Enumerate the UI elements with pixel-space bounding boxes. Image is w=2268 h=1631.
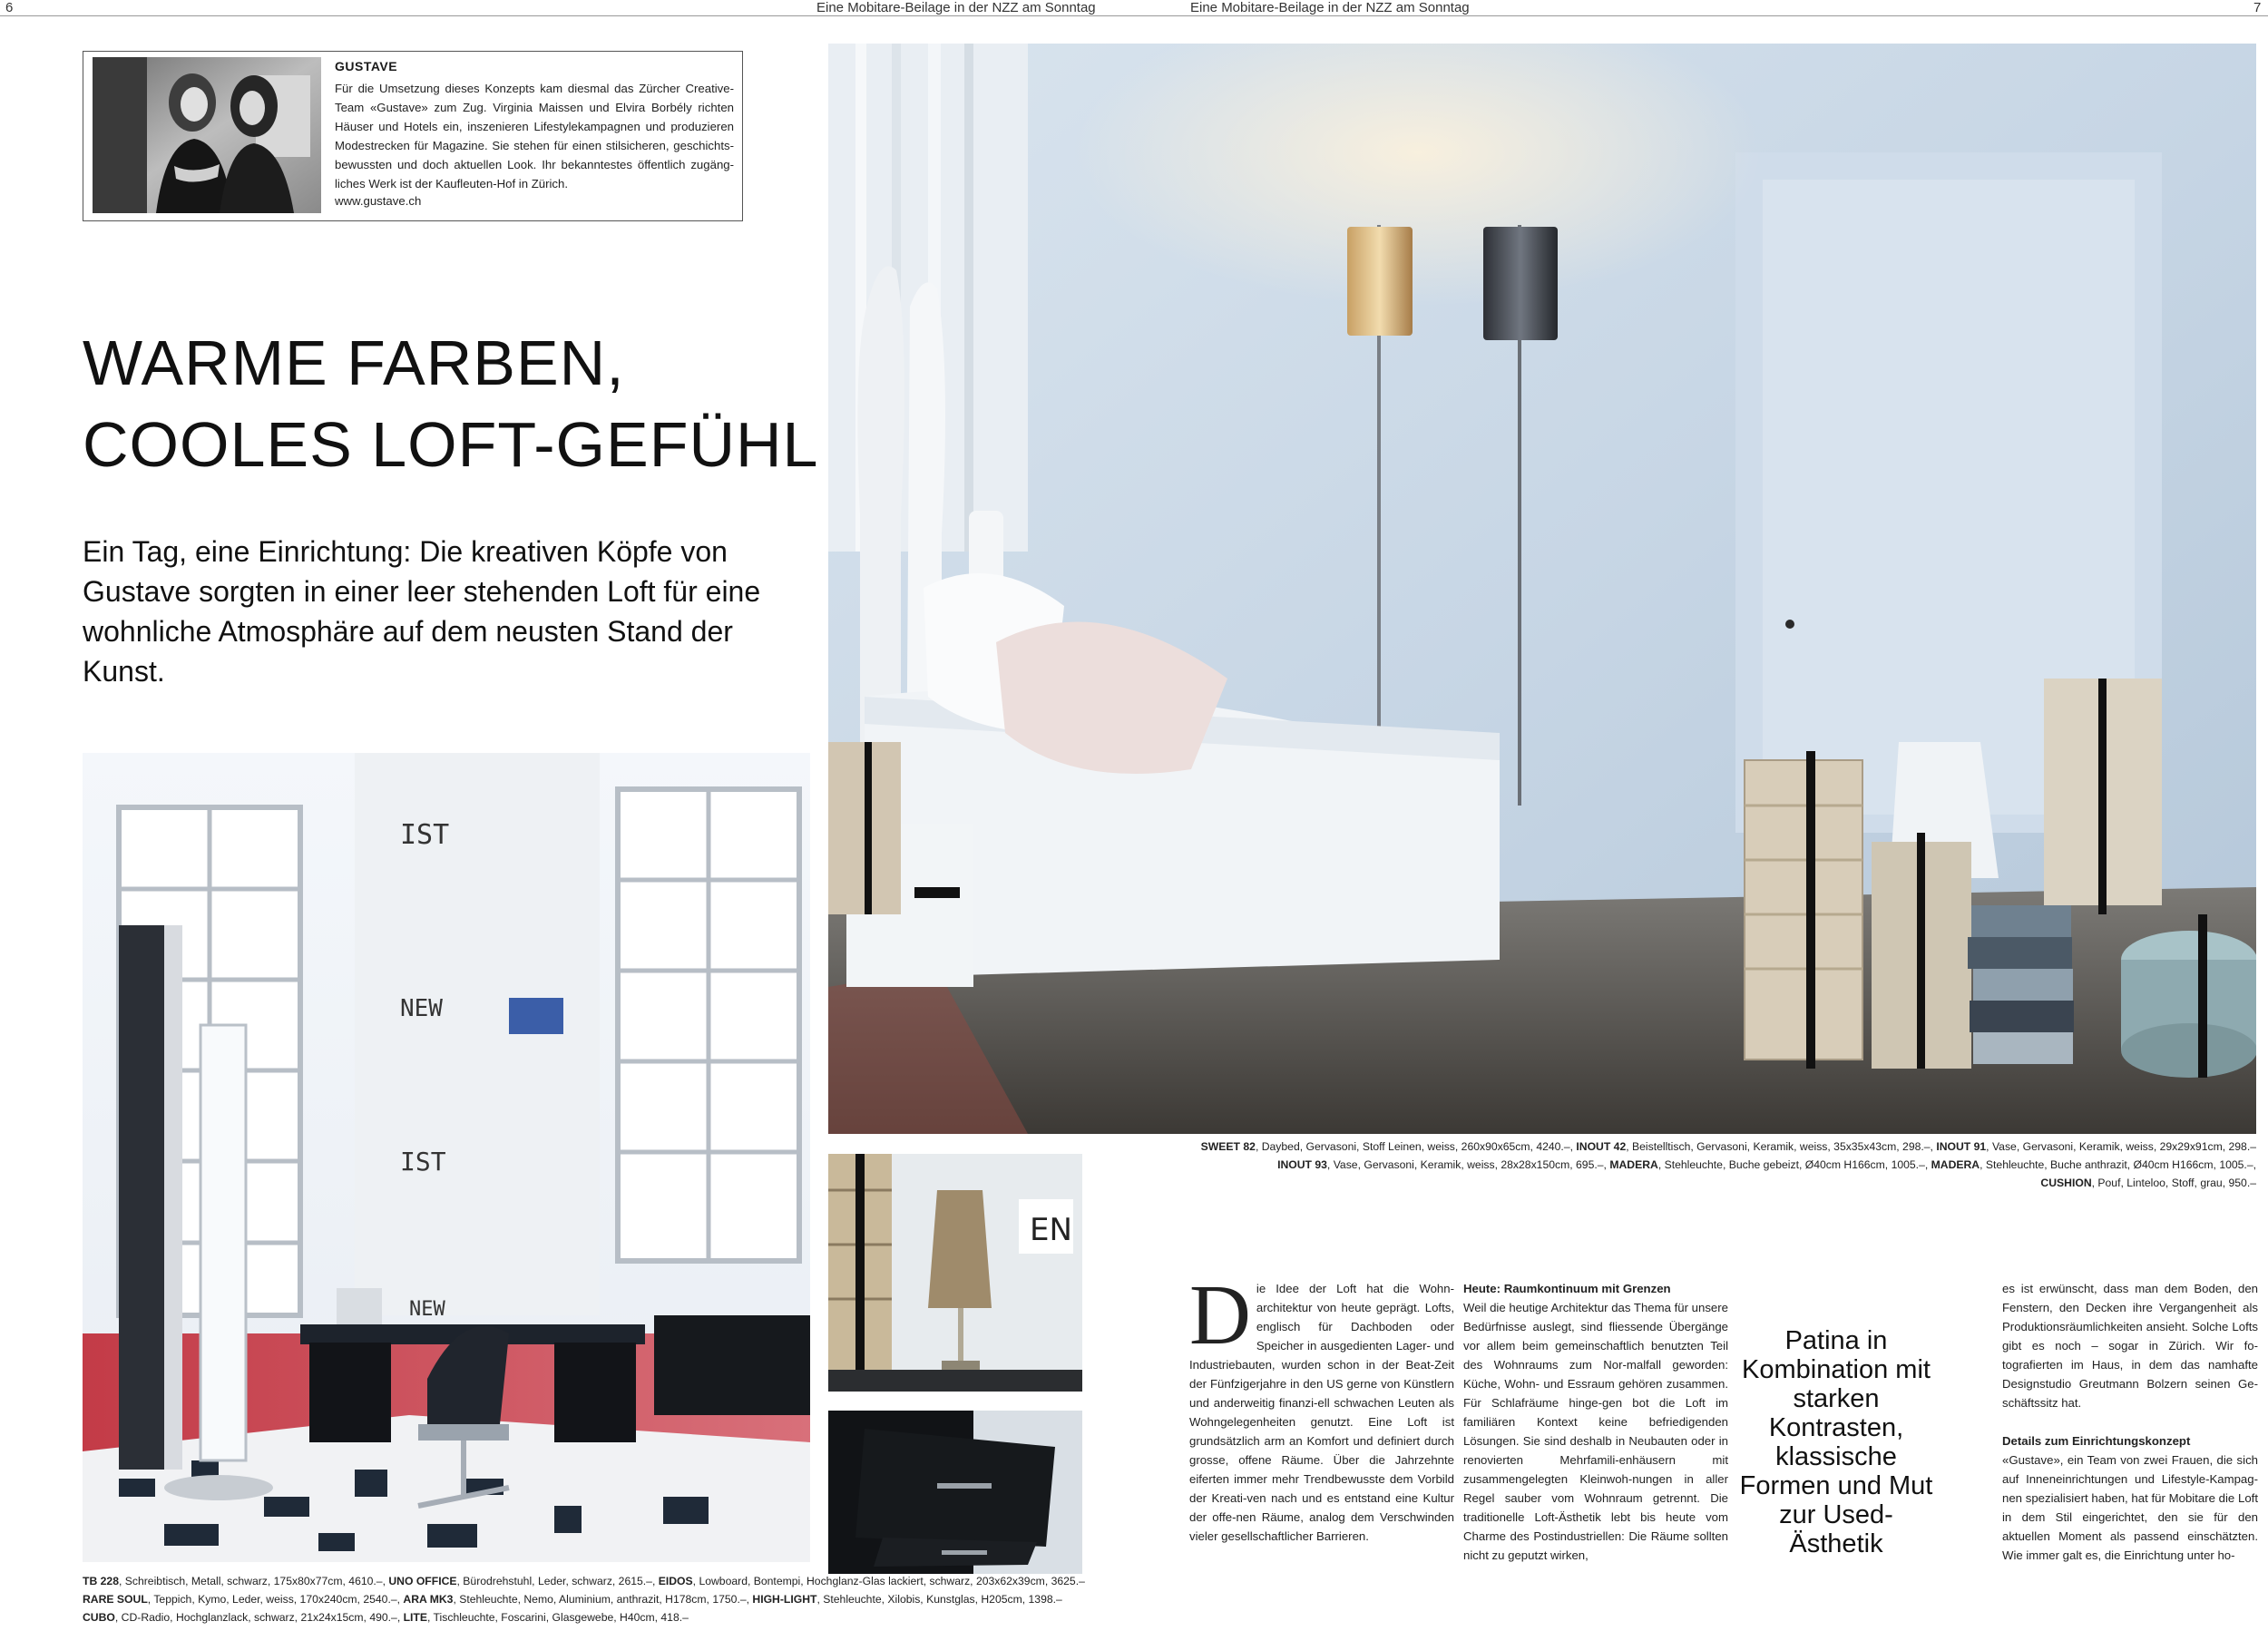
loft-office-photo	[83, 753, 810, 1562]
product-name: RARE SOUL	[83, 1593, 148, 1606]
page-number-right: 7	[2253, 0, 2262, 15]
svg-text:EN: EN	[1030, 1212, 1072, 1248]
product-details: , Vase, Gervasoni, Keramik, weiss, 29x29x91cm, 298.–	[1986, 1140, 2256, 1153]
product-details: , Stehleuchte, Xilobis, Kunstglas, H205cm, 1398.–	[816, 1593, 1062, 1606]
page-number-left: 6	[5, 0, 14, 15]
pull-quote: Patina in Kombination mit starken Kontrasten, klassische Formen und Mut zur Used-Ästhetik	[1739, 1326, 1933, 1558]
svg-text:IST: IST	[400, 819, 450, 851]
product-details: , Teppich, Kymo, Leder, weiss, 170x240cm, 2540.–,	[147, 1593, 404, 1606]
product-details: , Lowboard, Bontempi, Hochglanz-Glas lackiert, schwarz, 203x62x39cm, 3625.–	[692, 1575, 1085, 1587]
body-paragraph: Weil die heutige Architektur das Thema für unsere Bedürfnisse auslegt, sind fliessende Übergänge vor allem beim gemeinschaftlich benutzten Teil des Wohnraums zum Nor-malfall geworden: Küche, Wohn- und Essraum gehören zusammen. Für Schlafräume hinge-gen bot die Loft im familiären Kontext keine befriedigenden Lösungen. Sie sind deshalb in Neubauten oder in renovierten Mehrfamili-enhäusern mit zusammengelegten Kleinwoh-nungen in aller Regel sauber vom Wohnraum getrennt. Die traditionelle Loft-Ästhetik lebt bis heute vom Charme des Postindustriellen: Die Räume sollten nicht zu geputzt wirken,	[1463, 1301, 1728, 1562]
section-heading: Heute: Raumkontinuum mit Grenzen	[1463, 1282, 1671, 1295]
caption-line	[998, 1174, 2256, 1192]
page-title	[83, 322, 826, 485]
caption-line	[998, 1138, 2256, 1156]
office-photo-caption	[83, 1572, 1099, 1626]
product-name: UNO OFFICE	[388, 1575, 457, 1587]
product-details: , Bürodrehstuhl, Leder, schwarz, 2615.–,	[456, 1575, 659, 1587]
product-name: TB 228	[83, 1575, 119, 1587]
product-name: INOUT 93	[1277, 1158, 1327, 1171]
product-details: , Stehleuchte, Buche anthrazit, Ø40cm H166cm, 1005.–,	[1980, 1158, 2256, 1171]
gustave-info-box	[83, 51, 743, 221]
product-name: MADERA	[1931, 1158, 1980, 1171]
product-name: INOUT 42	[1576, 1140, 1627, 1153]
drawer-detail-photo	[828, 1411, 1082, 1574]
body-column-1	[1189, 1268, 1454, 1546]
product-name: CUSHION	[2040, 1177, 2092, 1189]
running-title-right: Eine Mobitare-Beilage in der NZZ am Sonntag	[1190, 0, 1470, 15]
svg-text:NEW: NEW	[400, 995, 443, 1022]
gustave-portrait-photo	[93, 57, 321, 213]
product-details: , Stehleuchte, Buche gebeizt, Ø40cm H166cm, 1005.–,	[1657, 1158, 1931, 1171]
product-name: EIDOS	[658, 1575, 693, 1587]
product-details: , Vase, Gervasoni, Keramik, weiss, 28x28x150cm, 695.–,	[1326, 1158, 1610, 1171]
running-title-left: Eine Mobitare-Beilage in der NZZ am Sonntag	[816, 0, 1096, 15]
product-details: , Schreibtisch, Metall, schwarz, 175x80x77cm, 4610.–,	[118, 1575, 389, 1587]
caption-line	[998, 1156, 2256, 1174]
page-title-line-1: WARME FARBEN,	[83, 327, 625, 398]
body-paragraph: es ist erwünscht, dass man dem Boden, den Fenstern, den Decken ihre Vergangenheit als Produktionsräumlichkeiten ansieht. Solche Lofts gibt es noch – sogar in Zürich. Wir fo-tografierten im Haus, in dem das namhafte Designstudio Greutmann Bolzern seinen Ge-schäftssitz hat.	[2002, 1282, 2258, 1410]
product-name: SWEET 82	[1200, 1140, 1256, 1153]
product-name: ARA MK3	[403, 1593, 454, 1606]
infobox-title: GUSTAVE	[335, 59, 398, 73]
product-details: , Beistelltisch, Gervasoni, Keramik, weiss, 35x35x43cm, 298.–,	[1626, 1140, 1937, 1153]
product-details: , Daybed, Gervasoni, Stoff Leinen, weiss, 260x90x65cm, 4240.–,	[1255, 1140, 1577, 1153]
product-name: INOUT 91	[1936, 1140, 1987, 1153]
infobox-url: www.gustave.ch	[335, 194, 422, 208]
header-rule	[0, 15, 2268, 16]
product-details: , Tischleuchte, Foscarini, Glasgewebe, H40cm, 418.–	[427, 1611, 689, 1624]
lead-paragraph: Ein Tag, eine Einrichtung: Die kreativen Köpfe von Gustave sorgten in einer leer stehenden Loft für eine wohnliche Atmosphäre auf dem neusten Stand der Kunst.	[83, 535, 761, 688]
caption-line	[83, 1572, 1099, 1590]
body-paragraph: ie Idee der Loft hat die Wohn-architektur von heute geprägt. Lofts, englisch für Dachboden oder Speicher in ausgedienten Lager- und Industriebauten, wurden schon in der Beat-Zeit der Fünfzigerjahre in den US gerne von Künstlern und anderweitig finanzi-ell schwachen Leuten als Wohngelegenheiten genutzt. Eine Loft ist grundsätzlich arm an Komfort und definiert durch grosse, offene Räume. Über die Jahrzehnte eiferten immer mehr Trendbewusste dem Vorbild der Kreati-ven nach und es entstand eine Kultur der offe-nen Räume, analog dem Verschwinden vieler gesellschaftlicher Barrieren.	[1189, 1282, 1454, 1543]
product-name: LITE	[403, 1611, 427, 1624]
body-column-4	[2002, 1279, 2258, 1565]
svg-text:NEW: NEW	[409, 1298, 445, 1321]
caption-line	[83, 1608, 1099, 1626]
product-details: , Pouf, Linteloo, Stoff, grau, 950.–	[2091, 1177, 2256, 1189]
product-name: HIGH-LIGHT	[752, 1593, 817, 1606]
body-paragraph: «Gustave», ein Team von zwei Frauen, die sich auf Inneneinrichtungen und Lifestyle-Kampag-nen spezialisiert haben, hat für Mobitare die Loft in dem Stil eingerichtet, den sie für den aktuellen Moment als passend einschätzten. Wie immer galt es, die Einrichtung unter ho-	[2002, 1453, 2258, 1562]
page-title-line-2: COOLES LOFT-GEFÜHL	[83, 409, 819, 480]
product-name: CUBO	[83, 1611, 115, 1624]
loft-bedroom-photo	[828, 44, 2256, 1134]
svg-text:IST: IST	[400, 1147, 446, 1177]
drop-cap: D	[1189, 1268, 1251, 1362]
product-details: , Stehleuchte, Nemo, Aluminium, anthrazit, H178cm, 1750.–,	[453, 1593, 753, 1606]
infobox-text: Für die Umsetzung dieses Konzepts kam diesmal das Zürcher Creative-Team «Gustave» zum Zug. Virginia Maissen und Elvira Borbély richten Häuser und Hotels ein, inszenieren Lifestylekampagnen und produzieren Modestrecken für Magazine. Sie stehen für einen stilsicheren, geschichts-bewussten und doch aktuellen Look. Ihr bekanntestes öffentlich zugäng-liches Werk ist der Kaufleuten-Hof in Zürich.	[335, 82, 734, 190]
section-heading: Details zum Einrichtungskonzept	[2002, 1434, 2191, 1448]
product-name: MADERA	[1609, 1158, 1658, 1171]
bed-photo-caption	[998, 1138, 2256, 1192]
product-details: , CD-Radio, Hochglanzlack, schwarz, 21x24x15cm, 490.–,	[114, 1611, 404, 1624]
caption-line	[83, 1590, 1099, 1608]
body-column-2	[1463, 1279, 1728, 1565]
